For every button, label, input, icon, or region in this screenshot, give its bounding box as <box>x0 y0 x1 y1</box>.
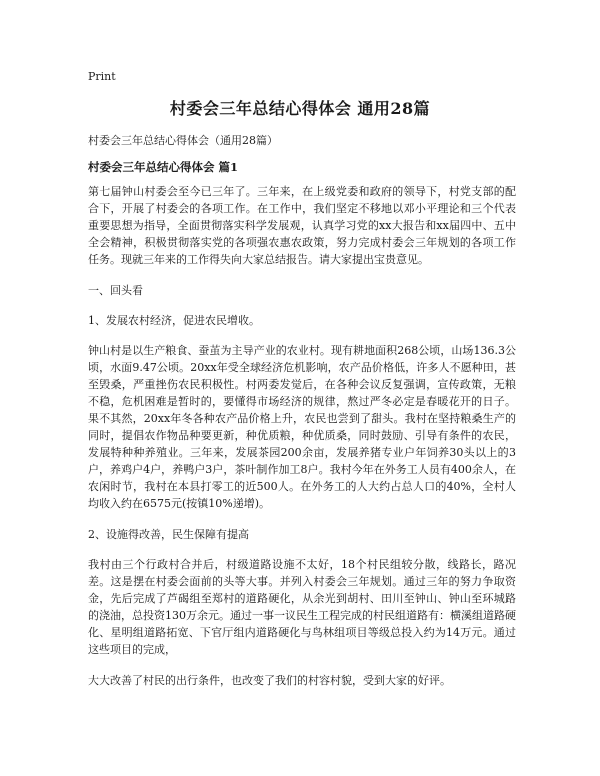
document-subtitle: 村委会三年总结心得体会（通用28篇） <box>88 134 278 147</box>
document-body <box>88 183 516 703</box>
paragraph-heading-facilities: 2、设施得改善，民生保障有提高 <box>88 528 249 541</box>
section-heading: 村委会三年总结心得体会 篇1 <box>88 160 239 174</box>
paragraph-heading-economy: 1、发展农村经济，促进农民增收。 <box>88 314 260 327</box>
document-title: 村委会三年总结心得体会 通用28篇 <box>169 99 431 118</box>
paragraph-intro: 第七届钟山村委会至今已三年了。三年来，在上级党委和政府的领导下，村党支部的配合下，开展了村委会的各项工作。在工作中，我们坚定不移地以邓小平理论和三个代表重要思想为指导，全面贯彻落实科学发展观，认真学习党的xx大报告和xx届四中、五中全会精神，积极贯彻落实党的各项强农惠农政策，努力完成村委会三年规划的各项工作任务。现就三年来的工作得失向大家总结报告。请大家提出宝贵意见。 <box>88 185 516 266</box>
paragraph-heading-review: 一、回头看 <box>88 284 143 297</box>
paragraph-facilities: 我村由三个行政村合并后，村级道路设施不太好，18个村民组较分散，线路长，路况差。这是摆在村委会面前的头等大事。并列入村委会三年规划。通过三年的努力争取资金，先后完成了芦碣组至郑村的道路硬化，从余光到胡村、田川至钟山、钟山至环城路的浇油，总投资130万余元。通过一事一议民生工程完成的村民组道路有：横溪组道路硬化、星明组道路拓宽、下官厅组内道路硬化与鸟林组项目等级总投入约为14万元。通过这些项目的完成， <box>88 558 516 656</box>
paragraph-conclusion: 大大改善了村民的出行条件，也改变了我们的村容村貌，受到大家的好评。 <box>88 674 451 687</box>
paragraph-economy: 钟山村是以生产粮食、蚕茧为主导产业的农业村。现有耕地面积268公顷，山场136.3公顷，水面9.47公顷。20xx年受全球经济危机影响，农产品价格低，许多人不愿种田，甚至毁桑，严重挫伤农民积极性。村两委发觉后，在各种会议反复强调，宣传政策，无粮不稳，危机困难是暂时的，要懂得市场经济的规律，熬过严冬必定是春暖花开的日子。果不其然，20xx年冬各种农产品价格上升，农民也尝到了甜头。我村在坚持粮桑生产的同时，提倡农作物品种要更新，种优质粮，种优质桑，同时鼓励、引导有条件的农民，发展特种种养殖业。三年来，发展茶园200余亩，发展养猪专业户年饲养30头以上的3户，养鸡户4户，养鸭户3户，茶叶制作加工8户。我村今年在外务工人员有400余人，在农闲时节，我村在本县打零工的近500人。在外务工的人大约占总人口的40%，全村人均收入约在6575元(按镇10%递增)。 <box>88 344 516 510</box>
print-label[interactable]: Print <box>88 70 116 83</box>
